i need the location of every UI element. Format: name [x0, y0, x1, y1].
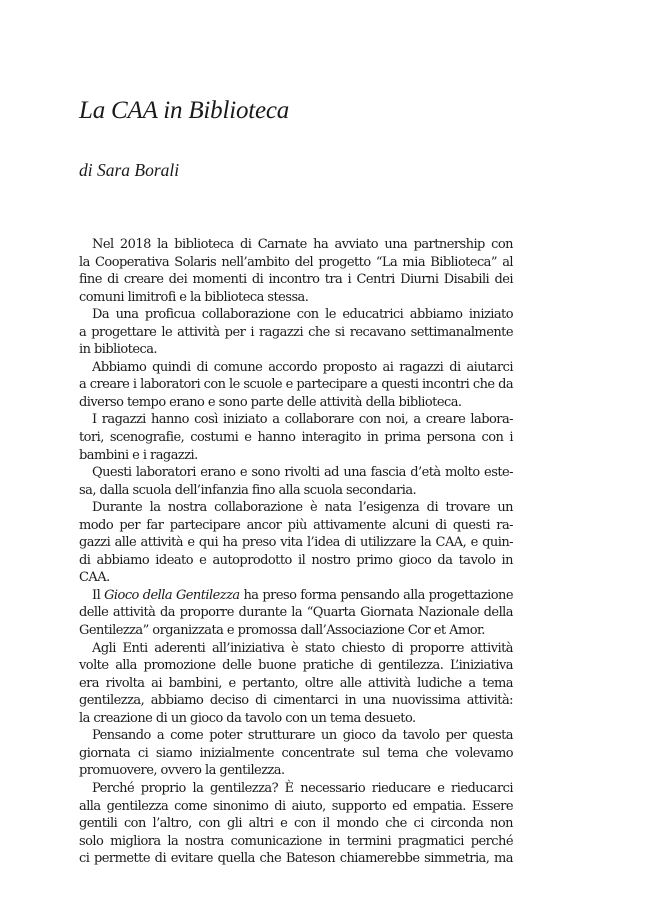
text-line: alla gentilezza come sinonimo di aiuto, supporto ed empatia. Essere [79, 798, 513, 814]
text-line: la creazione di un gioco da tavolo con un tema desueto. [79, 710, 416, 726]
text-line: Perché proprio la gentilezza? È necessario rieducare e rieducarci [92, 780, 513, 796]
paragraph [79, 306, 513, 359]
article-body [79, 236, 513, 868]
text-line: gentilezza, abbiamo deciso di cimentarci in una nuovissima attività: [79, 693, 513, 709]
text-line: di abbiamo ideato e autoprodotto il nostro primo gioco da tavolo in [79, 552, 513, 568]
paragraph [79, 359, 513, 412]
text-line: gazzi alle attività e qui ha preso vita l’idea di utilizzare la CAA, e quin- [79, 535, 513, 551]
paragraph [79, 499, 513, 587]
text-line: a progettare le attività per i ragazzi che si recavano settimanalmente [79, 324, 513, 340]
text-line-with-italic-title [79, 587, 513, 605]
text-line: la Cooperativa Solaris nell’ambito del progetto “La mia Biblioteca” al [79, 254, 513, 270]
game-title-italic: Gioco della Gentilezza [104, 587, 240, 603]
paragraph [79, 464, 513, 499]
text-line: I ragazzi hanno così iniziato a collaborare con noi, a creare labora- [92, 412, 513, 428]
text-line: Gentilezza” organizzata e promossa dall’Associazione Cor et Amor. [79, 623, 485, 639]
text-line: diverso tempo erano e sono parte delle attività della biblioteca. [79, 394, 462, 410]
paragraph [79, 411, 513, 464]
text-line: Pensando a come poter strutturare un gioco da tavolo per questa [92, 728, 513, 744]
text-line: Da una proficua collaborazione con le educatrici abbiamo iniziato [92, 307, 513, 323]
text-line: bambini e i ragazzi. [79, 447, 198, 463]
text-line: sa, dalla scuola dell’infanzia fino alla scuola secondaria. [79, 482, 417, 498]
text-line: Durante la nostra collaborazione è nata l’esigenza di trovare un [92, 500, 513, 516]
text-line: gentili con l’altro, con gli altri e con il mondo che ci circonda non [79, 816, 513, 832]
paragraph [79, 587, 513, 640]
article-author: di Sara Borali [79, 160, 180, 180]
text-line: fine di creare dei momenti di incontro tra i Centri Diurni Disabili dei [79, 272, 513, 288]
article-title: La CAA in Biblioteca [79, 97, 290, 124]
text-line: CAA. [79, 570, 110, 586]
text-line: comuni limitrofi e la biblioteca stessa. [79, 289, 309, 305]
text-line: modo per far partecipare ancor più attivamente alcuni di questi ra- [79, 517, 513, 533]
text-line: promuovere, ovvero la gentilezza. [79, 763, 285, 779]
text-line: Questi laboratori erano e sono rivolti ad una fascia d’età molto este- [92, 465, 513, 481]
paragraph [79, 727, 513, 780]
text-line: a creare i laboratori con le scuole e partecipare a questi incontri che da [79, 377, 514, 393]
paragraph [79, 640, 513, 728]
text-line: volte alla promozione delle buone pratiche di gentilezza. L’iniziativa [79, 658, 513, 674]
text-run: Il [92, 587, 105, 603]
text-line: tori, scenografie, costumi e hanno interagito in prima persona con i [79, 430, 513, 446]
text-line: era rivolta ai bambini, e pertanto, oltre alle attività ludiche a tema [79, 675, 513, 691]
text-run: ha preso forma pensando alla progettazione [239, 587, 513, 603]
text-line: solo migliora la nostra comunicazione in termini pragmatici perché [79, 833, 513, 849]
text-line: delle attività da proporre durante la “Quarta Giornata Nazionale della [79, 605, 513, 621]
text-line: giornata ci siamo inizialmente concentrate sul tema che volevamo [79, 745, 513, 761]
text-line: in biblioteca. [79, 342, 157, 358]
text-line: Agli Enti aderenti all’iniziativa è stato chiesto di proporre attività [92, 640, 513, 656]
text-line: Nel 2018 la biblioteca di Carnate ha avviato una partnership con [92, 237, 513, 252]
text-line: Abbiamo quindi di comune accordo proposto ai ragazzi di aiutarci [92, 359, 513, 375]
text-line: ci permette di evitare quella che Bateson chiamerebbe simmetria, ma [79, 851, 513, 867]
paragraph [79, 780, 513, 868]
paragraph [79, 236, 513, 306]
